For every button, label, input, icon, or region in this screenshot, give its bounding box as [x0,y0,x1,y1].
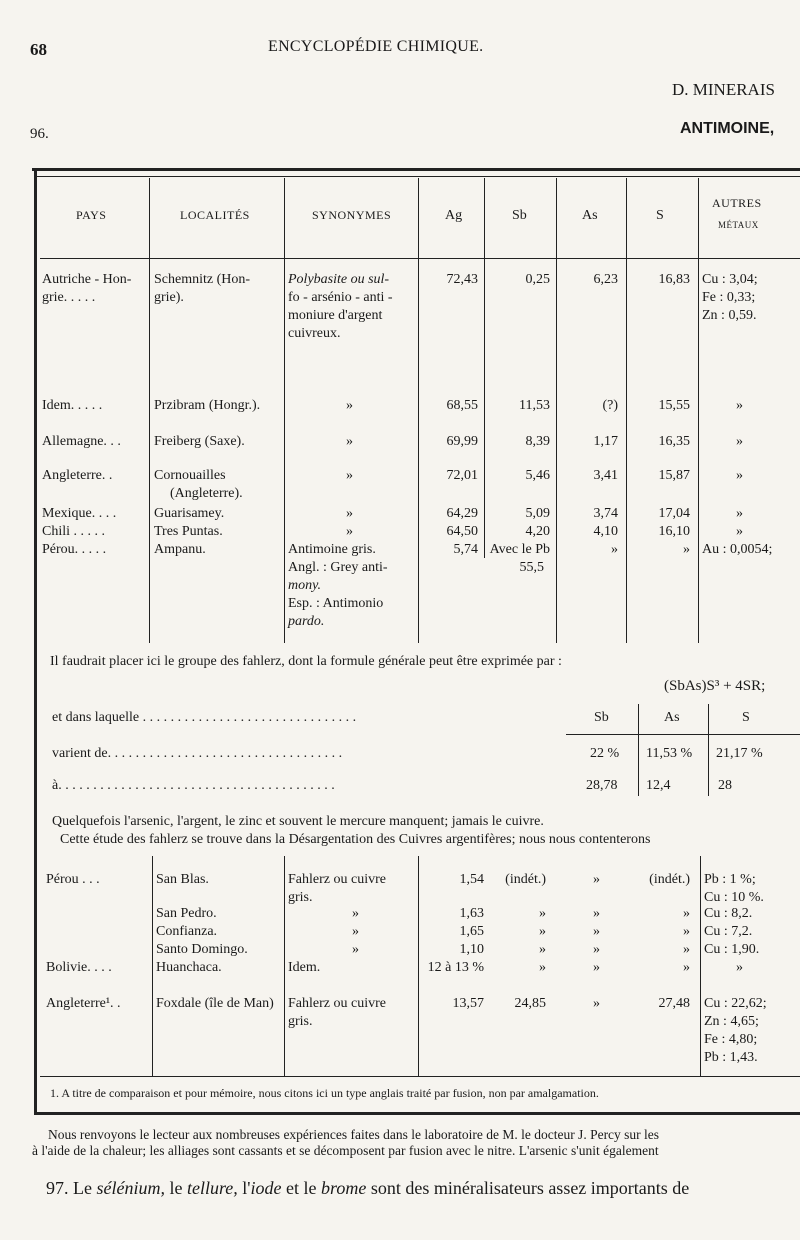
row-sb: » [539,960,546,975]
p97-brome: brome [321,1178,367,1198]
row-pays: Angleterre. . [42,468,113,483]
col-line-2 [284,178,285,643]
row-s: 15,87 [658,468,690,483]
row-s: » [683,960,690,975]
row-ag: 69,99 [446,434,478,449]
header-autres: AUTRES [712,196,762,210]
cette-etude-line: Cette étude des fahlerz se trouve dans la Désargentation des Cuivres argentifères; nous nous contenterons [60,832,651,847]
header-metaux: MÉTAUX [718,220,759,230]
row-synonyme: fo - arsénio - anti - [288,290,393,305]
row-sb: » [539,942,546,957]
row-as: 4,10 [593,524,618,539]
col-line-5 [556,178,557,643]
row-as: » [593,872,600,887]
table-top-rule-thin [36,176,800,177]
row-autres: Au : 0,0054; [702,542,773,557]
row-autres: Cu : 3,04; [702,272,758,287]
row-autres: Zn : 4,65; [704,1014,759,1029]
row-s: 27,48 [658,996,690,1011]
row-synonyme: mony. [288,578,322,593]
row-sb: 11,53 [519,398,550,413]
col-line-4 [484,178,485,558]
p97-iode: iode [250,1178,282,1198]
row-synonyme: Fahlerz ou cuivre [288,996,386,1011]
paragraph-97 [46,1178,689,1199]
row-autres: » [736,398,743,413]
row-localite: Tres Puntas. [154,524,223,539]
row-localite: grie). [154,290,184,305]
row-autres: » [736,506,743,521]
body-line-1: Nous renvoyons le lecteur aux nombreuses expériences faites dans le laboratoire de M. le docteur J. Percy sur les [48,1127,660,1142]
a-as: 12,4 [646,778,671,793]
row-localite: Santo Domingo. [156,942,248,957]
footnote: 1. A titre de comparaison et pour mémoire, nous citons ici un type anglais traité par fusion, non par amalgamation. [50,1086,599,1100]
row-autres: Pb : 1 %; [704,872,756,887]
header-rule [40,258,800,259]
row-sb-extra: 55,5 [519,560,544,575]
col-line-7 [698,178,699,643]
row-autres: » [736,434,743,449]
row-pays: Idem. . . . . [42,398,103,413]
row-synonyme: » [346,524,353,539]
mini-col-2 [708,704,709,796]
row-localite: San Pedro. [156,906,217,921]
row-synonyme: Antimoine gris. [288,542,376,557]
col-line-1 [149,178,150,643]
row-synonyme: » [346,398,353,413]
row-synonyme: Angl. : Grey anti- [288,560,388,575]
row-as: 3,74 [593,506,618,521]
quelquefois-text: Quelquefois l'arsenic, l'argent, le zinc et souvent le mercure manquent; jamais le cuivre. [52,814,544,829]
row-as: 6,23 [593,272,618,287]
row-as: » [593,942,600,957]
row-localite: San Blas. [156,872,209,887]
row-ag: 12 à 13 % [427,960,484,975]
mini-col-1 [638,704,639,796]
table-left-border [34,168,37,1114]
row-as: 1,17 [593,434,618,449]
row-autres: » [736,960,743,975]
header-s: S [656,208,664,223]
p97-tellure: tellure, [186,1178,238,1198]
row-ag: 68,55 [446,398,478,413]
row-synonyme: » [346,468,353,483]
row-ag: 1,63 [459,906,484,921]
row-sb: 4,20 [525,524,550,539]
col-line-3 [418,178,419,643]
row-pays: Allemagne. . . [42,434,121,449]
row-sb: 5,46 [525,468,550,483]
row-pays: grie. . . . . [42,290,96,305]
p97-et: et le [286,1178,317,1198]
running-title: ENCYCLOPÉDIE CHIMIQUE. [268,38,484,55]
row-as: » [593,996,600,1011]
row-s: » [683,942,690,957]
row-pays: Autriche - Hon- [42,272,132,287]
row-sb: Avec le Pb [489,542,550,557]
row-synonyme: » [352,942,359,957]
row-autres: » [736,524,743,539]
row-localite: Guarisamey. [154,506,225,521]
p97-rest: sont des minéralisateurs assez importants de [370,1178,690,1198]
table-bottom-rule [34,1112,800,1115]
row-s: » [683,924,690,939]
header-synonymes: SYNONYMES [312,208,392,222]
row-ag: 72,01 [446,468,478,483]
header-sb: Sb [512,208,527,223]
varient-s: 21,17 % [716,746,763,761]
p97-number: 97. [46,1178,69,1198]
row-autres: Cu : 8,2. [704,906,753,921]
varient-sb: 22 % [590,746,620,761]
row-sb: 5,09 [525,506,550,521]
row-synonyme: gris. [288,1014,313,1029]
section-subject: ANTIMOINE, [680,120,775,137]
row-localite: Huanchaca. [156,960,222,975]
laquelle-label: et dans laquelle . . . . . . . . . . . . . . . . . . . . . . . . . . . . . . . [52,710,357,725]
row-synonyme: Polybasite ou sul- [288,272,390,287]
fahlerz-line: Il faudrait placer ici le groupe des fahlerz, dont la formule générale peut être exprimée par : [50,654,562,669]
row-localite: Schemnitz (Hon- [154,272,251,287]
footnote-rule [40,1076,800,1077]
row-sb: 24,85 [514,996,546,1011]
header-pays: PAYS [76,208,107,222]
row-s: » [683,906,690,921]
row-as: (?) [602,398,618,413]
row-ag: 13,57 [452,996,484,1011]
row-as: » [593,924,600,939]
row-pays: Angleterre¹. . [46,996,121,1011]
t2-col-line-4 [700,856,701,1076]
row-pays: Mexique. . . . [42,506,117,521]
row-ag: 72,43 [446,272,478,287]
t2-col-line-2 [284,856,285,1076]
section-title: D. MINERAIS [672,80,775,99]
row-pays: Pérou . . . [46,872,100,887]
row-as: » [593,960,600,975]
row-synonyme: » [346,506,353,521]
row-pays: Bolivie. . . . [46,960,112,975]
row-ag: 5,74 [453,542,478,557]
col-line-6 [626,178,627,643]
mini-header-s: S [742,710,750,725]
row-synonyme: » [352,906,359,921]
row-autres: Cu : 22,62; [704,996,767,1011]
row-synonyme: gris. [288,890,313,905]
row-s: 16,35 [658,434,690,449]
fahlerz-text [50,654,562,670]
row-localite: (Angleterre). [170,486,243,501]
p97-l: l' [242,1178,251,1198]
row-localite: Foxdale (île de Man) [156,996,274,1011]
row-autres: » [736,468,743,483]
row-synonyme: pardo. [288,614,325,629]
body-line-2: à l'aide de la chaleur; les alliages sont cassants et se décomposent par fusion avec le nitre. L'arsenic s'unit également [32,1143,659,1158]
row-s: 17,04 [658,506,690,521]
page-number: 68 [30,40,47,59]
row-autres: Zn : 0,59. [702,308,757,323]
row-s: 16,83 [658,272,690,287]
mini-header-sb: Sb [594,710,609,725]
t2-col-line-3 [418,856,419,1076]
row-ag: 1,54 [459,872,484,887]
row-localite: Ampanu. [154,542,206,557]
row-sb: » [539,924,546,939]
row-autres: Fe : 0,33; [702,290,756,305]
row-autres: Cu : 1,90. [704,942,760,957]
row-localite: Przibram (Hongr.). [154,398,261,413]
row-ag: 64,29 [446,506,478,521]
row-as: » [611,542,618,557]
varient-label: varient de. . . . . . . . . . . . . . . . . . . . . . . . . . . . . . . . . . [52,746,343,761]
p97-le: Le [73,1178,92,1198]
mini-header-as: As [664,710,680,725]
row-synonyme: » [346,434,353,449]
row-s: 15,55 [658,398,690,413]
row-autres: Pb : 1,43. [704,1050,758,1065]
cette-etude-text [60,832,650,848]
t2-col-line-1 [152,856,153,1076]
row-as: 3,41 [593,468,618,483]
row-as: » [593,906,600,921]
row-synonyme: Idem. [288,960,321,975]
row-pays: Pérou. . . . . [42,542,107,557]
row-s: 16,10 [658,524,690,539]
a-label: à. . . . . . . . . . . . . . . . . . . . . . . . . . . . . . . . . . . . . . . . [52,778,335,793]
row-sb: (indét.) [505,872,546,887]
varient-as: 11,53 % [646,746,693,761]
row-pays: Chili . . . . . [42,524,106,539]
row-localite: Cornouailles [154,468,226,483]
row-ag: 1,65 [459,924,484,939]
row-autres: Fe : 4,80; [704,1032,758,1047]
row-synonyme: Fahlerz ou cuivre [288,872,386,887]
table-top-rule [32,168,800,171]
row-sb: » [539,906,546,921]
fahlerz-formula: (SbAs)S³ + 4SR; [664,678,766,694]
a-sb: 28,78 [586,778,618,793]
row-ag: 64,50 [446,524,478,539]
p97-le2: le [169,1178,183,1198]
p97-selenium: sélénium, [96,1178,165,1198]
row-ag: 1,10 [459,942,484,957]
header-localites: LOCALITÉS [180,208,250,222]
row-synonyme: moniure d'argent [288,308,383,323]
row-autres: Cu : 7,2. [704,924,753,939]
row-sb: 8,39 [525,434,550,449]
row-autres: Cu : 10 %. [704,890,764,905]
row-synonyme: Esp. : Antimonio [288,596,384,611]
paragraph-number: 96. [30,126,49,142]
row-sb: 0,25 [525,272,550,287]
row-localite: Freiberg (Saxe). [154,434,245,449]
mini-rule [566,734,800,735]
row-synonyme: » [352,924,359,939]
a-s: 28 [718,778,732,793]
row-synonyme: cuivreux. [288,326,341,341]
row-s: » [683,542,690,557]
row-s: (indét.) [649,872,690,887]
header-as: As [582,208,598,223]
row-localite: Confianza. [156,924,218,939]
header-ag: Ag [445,208,463,223]
